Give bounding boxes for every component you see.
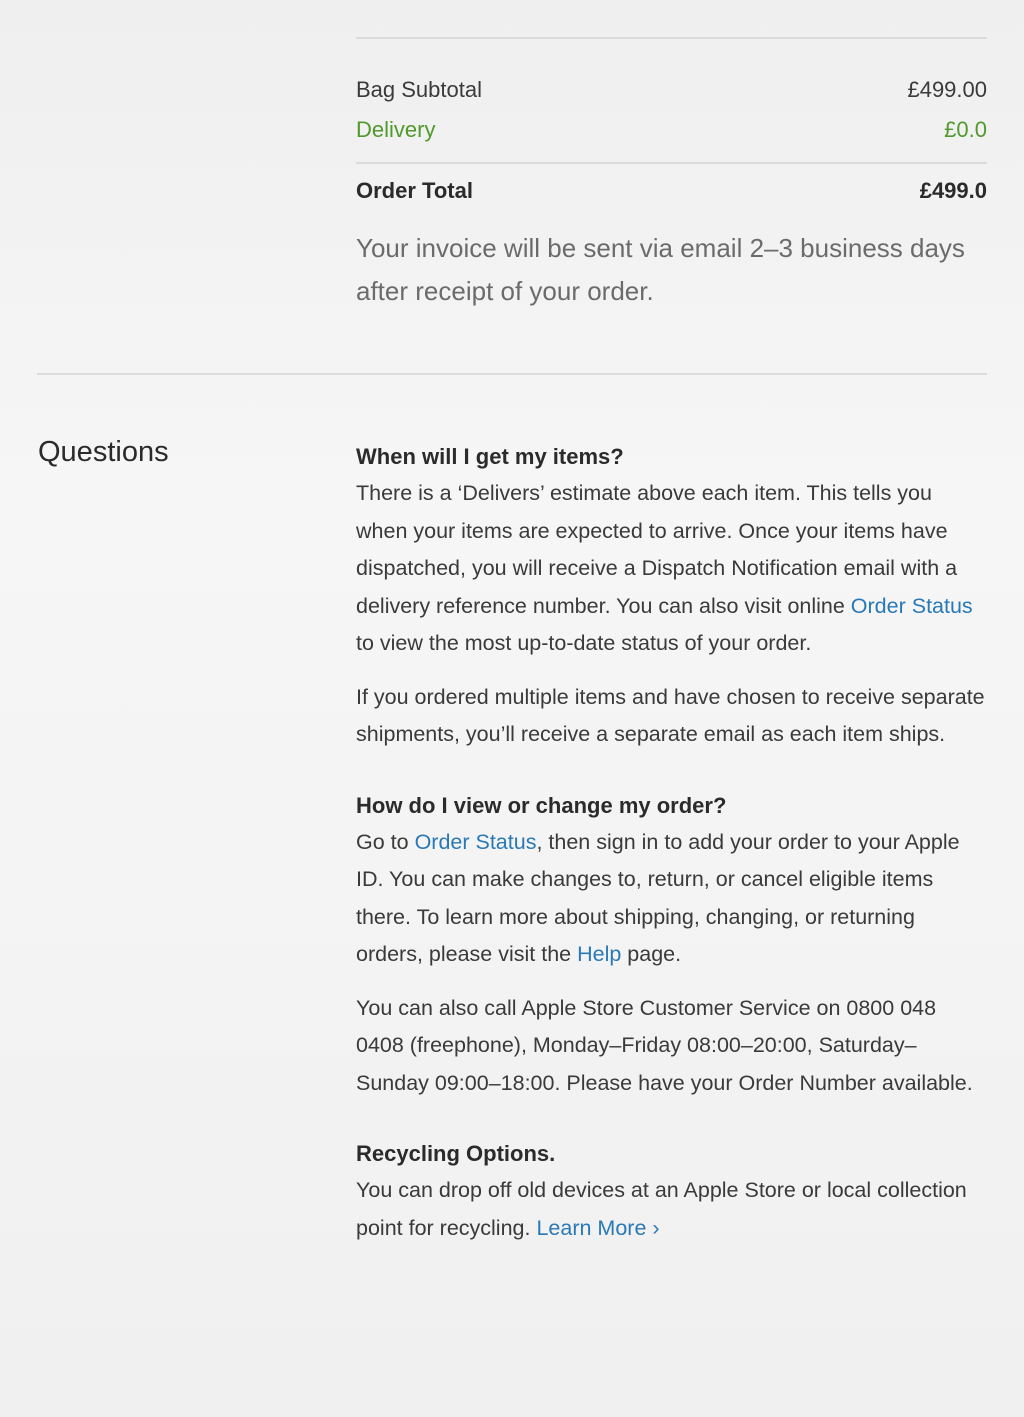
- section-divider: [37, 373, 987, 375]
- faq-question-title: When will I get my items?: [356, 444, 624, 469]
- delivery-value: £0.0: [944, 117, 987, 142]
- faq-item-recycling: [356, 1135, 986, 1247]
- order-total-row: [356, 167, 987, 215]
- learn-more-link[interactable]: Learn More ›: [536, 1215, 660, 1240]
- answer-text: Go to: [356, 829, 415, 854]
- questions-heading: Questions: [38, 436, 169, 468]
- top-divider: [356, 37, 987, 39]
- bag-subtotal-row: [356, 70, 987, 110]
- faq-answer-paragraph: You can also call Apple Store Customer Service on 0800 048 0408 (freephone), Monday–Friday 08:00–20:00, Saturday–Sunday 09:00–18:00. Please have your Order Number available.: [356, 995, 973, 1095]
- faq-list: [356, 438, 986, 1247]
- answer-text: , then sign in to add your order to your Apple ID. You can make changes to, return, or cancel eligible items there. To learn more about shipping, changing, or returning orders, please visit the: [356, 829, 960, 966]
- faq-answer-paragraph: [356, 824, 986, 974]
- faq-question-title: How do I view or change my order?: [356, 792, 727, 818]
- faq-item-view-change-order: [356, 787, 986, 1103]
- bag-subtotal-label: Bag Subtotal: [356, 77, 482, 102]
- faq-answer-paragraph: If you ordered multiple items and have chosen to receive separate shipments, you’ll receive a separate email as each item ships.: [356, 684, 985, 746]
- faq-answer-paragraph: [356, 475, 986, 663]
- invoice-note: Your invoice will be sent via email 2–3 business days after receipt of your order.: [356, 233, 965, 306]
- faq-item-delivery-time: [356, 438, 986, 754]
- answer-text: to view the most up-to-date status of your order.: [356, 631, 812, 655]
- bag-subtotal-value: £499.00: [907, 77, 987, 102]
- order-summary: [356, 70, 987, 313]
- summary-divider: [356, 162, 987, 164]
- answer-text: page.: [621, 942, 682, 966]
- order-status-link[interactable]: Order Status: [850, 593, 973, 618]
- order-total-label: Order Total: [356, 178, 473, 203]
- faq-answer-paragraph: [356, 1172, 986, 1247]
- delivery-label: Delivery: [356, 117, 436, 142]
- help-link[interactable]: Help: [577, 942, 622, 966]
- order-status-link[interactable]: Order Status: [414, 829, 537, 854]
- answer-text: You can drop off old devices at an Apple Store or local collection point for recycling.: [356, 1178, 967, 1240]
- answer-text: There is a ‘Delivers’ estimate above each item. This tells you when your items are expected to arrive. Once your items have dispatched, you will receive a Dispatch Notification email with a delivery reference number. You can also visit online: [356, 481, 958, 618]
- order-total-value: £499.0: [919, 178, 987, 203]
- faq-question-title: Recycling Options.: [356, 1141, 556, 1166]
- delivery-row: [356, 110, 987, 150]
